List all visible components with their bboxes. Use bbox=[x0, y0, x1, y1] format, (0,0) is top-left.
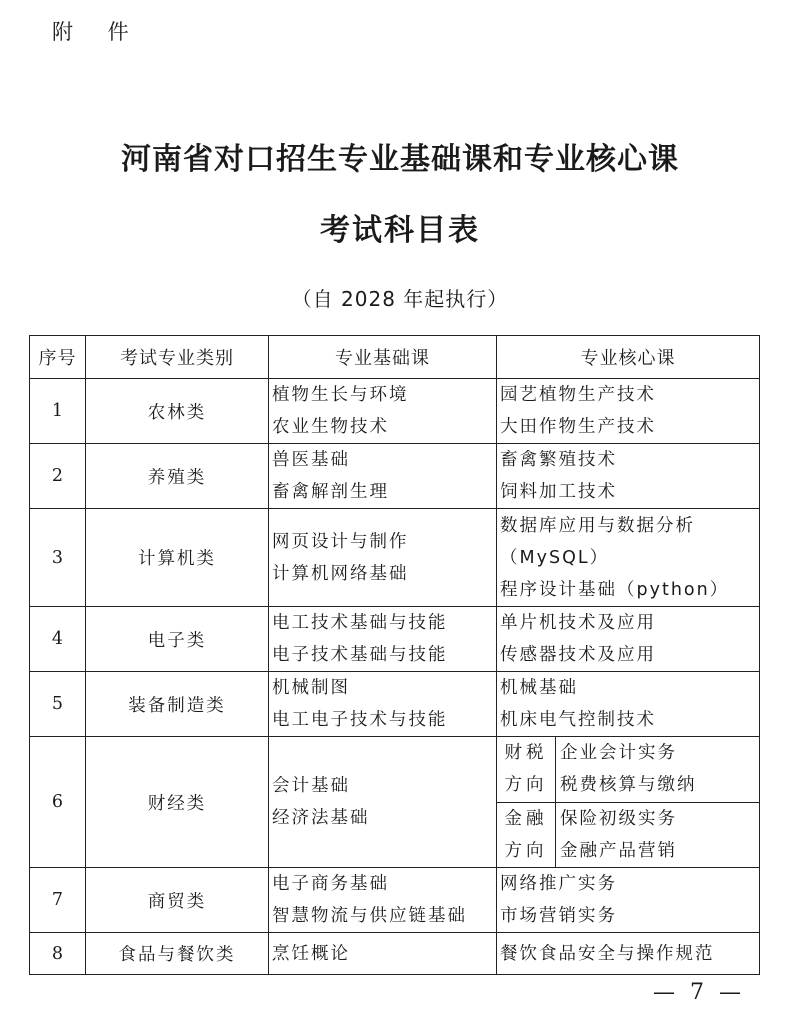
row-category: 食品与餐饮类 bbox=[86, 933, 269, 975]
attachment-label: 附 件 bbox=[52, 20, 143, 44]
header-cell-core-courses: 专业核心课 bbox=[497, 336, 760, 379]
page-title-line2: 考试科目表 bbox=[320, 213, 480, 248]
row-number: 2 bbox=[30, 444, 86, 509]
course-item: 会计基础 bbox=[272, 776, 350, 796]
row-number: 5 bbox=[30, 672, 86, 737]
table-header-row bbox=[30, 336, 760, 379]
course-item: 机械制图 bbox=[272, 678, 350, 698]
core-courses-cell bbox=[497, 737, 760, 868]
row-number: 8 bbox=[30, 933, 86, 975]
table-row bbox=[30, 444, 760, 509]
direction-name bbox=[497, 737, 556, 802]
course-item: 网页设计与制作 bbox=[272, 531, 409, 552]
course-item: 植物生长与环境 bbox=[272, 385, 409, 405]
direction-subtable bbox=[497, 737, 759, 867]
course-item: 机械基础 bbox=[500, 678, 578, 698]
course-item: 畜禽繁殖技术 bbox=[500, 450, 617, 470]
direction-name-line: 方向 bbox=[504, 775, 548, 796]
row-number: 6 bbox=[30, 737, 86, 868]
table-row bbox=[30, 607, 760, 672]
course-item: 税费核算与缴纳 bbox=[560, 775, 697, 796]
row-category: 养殖类 bbox=[86, 444, 269, 509]
row-number: 7 bbox=[30, 868, 86, 933]
course-item: （MySQL） bbox=[500, 547, 610, 568]
page-title: 河南省对口招生专业基础课和专业核心课 bbox=[121, 142, 679, 177]
effective-date-note: （自 2028 年起执行） bbox=[291, 287, 509, 311]
header-cell-number: 序号 bbox=[30, 336, 86, 379]
course-item: 电子技术基础与技能 bbox=[272, 645, 448, 665]
table-row bbox=[30, 868, 760, 933]
course-item: 程序设计基础（python） bbox=[500, 579, 730, 600]
direction-name-line: 金融 bbox=[504, 808, 548, 829]
header-cell-basic-courses: 专业基础课 bbox=[269, 336, 497, 379]
course-item: 电子商务基础 bbox=[272, 874, 389, 894]
core-courses-cell bbox=[497, 379, 760, 444]
page-number: — 7 — bbox=[653, 980, 745, 1005]
direction-name-line: 财税 bbox=[504, 743, 548, 764]
course-item: 市场营销实务 bbox=[500, 906, 617, 926]
core-courses-cell bbox=[497, 509, 760, 607]
course-item: 传感器技术及应用 bbox=[500, 645, 656, 665]
table-row bbox=[30, 509, 760, 607]
row-number: 1 bbox=[30, 379, 86, 444]
direction-row bbox=[497, 802, 759, 867]
row-category: 电子类 bbox=[86, 607, 269, 672]
basic-courses-cell bbox=[269, 607, 497, 672]
course-item: 数据库应用与数据分析 bbox=[500, 515, 695, 536]
direction-courses bbox=[556, 802, 760, 867]
basic-courses-cell bbox=[269, 737, 497, 868]
table-row bbox=[30, 379, 760, 444]
core-courses-cell bbox=[497, 868, 760, 933]
core-courses-cell bbox=[497, 672, 760, 737]
course-item: 畜禽解剖生理 bbox=[272, 482, 389, 502]
core-courses-cell bbox=[497, 607, 760, 672]
row-category: 商贸类 bbox=[86, 868, 269, 933]
direction-row bbox=[497, 737, 759, 802]
table-row bbox=[30, 672, 760, 737]
exam-subjects-table bbox=[29, 335, 760, 975]
course-item: 兽医基础 bbox=[272, 450, 350, 470]
course-item: 企业会计实务 bbox=[560, 743, 677, 764]
core-courses-cell bbox=[497, 933, 760, 975]
course-item: 计算机网络基础 bbox=[272, 563, 409, 584]
table-row bbox=[30, 737, 760, 868]
course-item: 电工电子技术与技能 bbox=[272, 710, 448, 730]
direction-name bbox=[497, 802, 556, 867]
core-courses-cell bbox=[497, 444, 760, 509]
row-category: 计算机类 bbox=[86, 509, 269, 607]
table-row bbox=[30, 933, 760, 975]
row-number: 4 bbox=[30, 607, 86, 672]
basic-courses-cell bbox=[269, 509, 497, 607]
basic-courses-cell bbox=[269, 672, 497, 737]
course-item: 智慧物流与供应链基础 bbox=[272, 906, 467, 926]
course-item: 大田作物生产技术 bbox=[500, 417, 656, 437]
basic-courses-cell bbox=[269, 444, 497, 509]
course-item: 保险初级实务 bbox=[560, 808, 677, 829]
course-item: 网络推广实务 bbox=[500, 874, 617, 894]
course-item: 单片机技术及应用 bbox=[500, 613, 656, 633]
course-item: 烹饪概论 bbox=[272, 943, 350, 964]
course-item: 饲料加工技术 bbox=[500, 482, 617, 502]
basic-courses-cell bbox=[269, 933, 497, 975]
direction-name-line: 方向 bbox=[504, 840, 548, 861]
header-cell-category: 考试专业类别 bbox=[86, 336, 269, 379]
course-item: 机床电气控制技术 bbox=[500, 710, 656, 730]
course-item: 餐饮食品安全与操作规范 bbox=[500, 943, 715, 964]
row-number: 3 bbox=[30, 509, 86, 607]
course-item: 园艺植物生产技术 bbox=[500, 385, 656, 405]
row-category: 装备制造类 bbox=[86, 672, 269, 737]
row-category: 农林类 bbox=[86, 379, 269, 444]
course-item: 经济法基础 bbox=[272, 808, 370, 828]
basic-courses-cell bbox=[269, 379, 497, 444]
row-category: 财经类 bbox=[86, 737, 269, 868]
course-item: 金融产品营销 bbox=[560, 840, 677, 861]
basic-courses-cell bbox=[269, 868, 497, 933]
course-item: 电工技术基础与技能 bbox=[272, 613, 448, 633]
direction-courses bbox=[556, 737, 760, 802]
course-item: 农业生物技术 bbox=[272, 417, 389, 437]
